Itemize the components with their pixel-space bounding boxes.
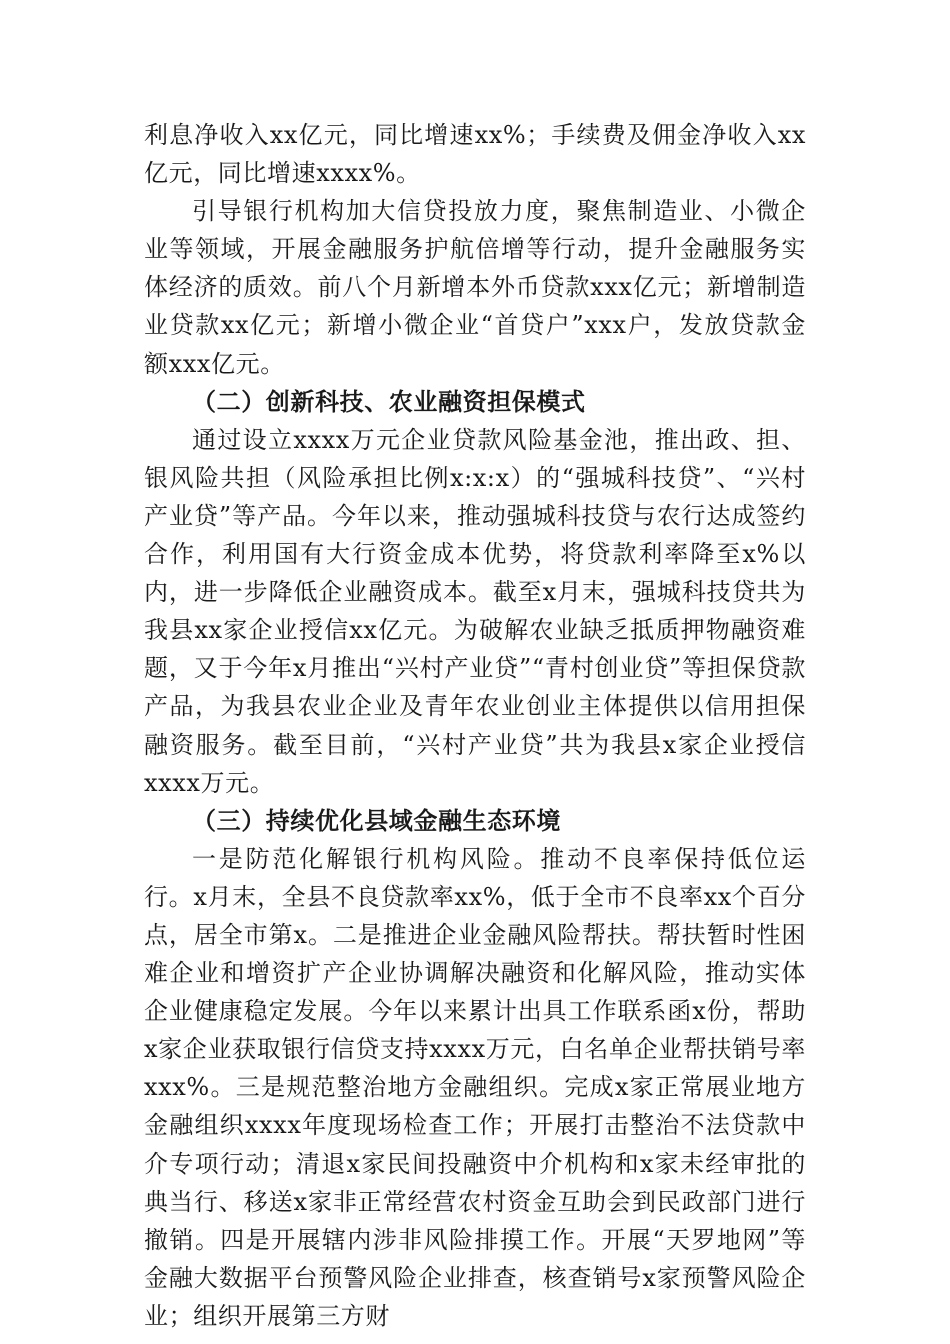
paragraph-financial-ecology: 一是防范化解银行机构风险。推动不良率保持低位运行。x月末，全县不良贷款率xx%，低于全市不良率xx个百分点，居全市第x。二是推进企业金融风险帮扶。帮扶暂时性困难企业和增资扩产企业协调解决融资和化解风险，推动实体企业健康稳定发展。今年以来累计出具工作联系函x份，帮助x家企业获取银行信贷支持xxxx万元，白名单企业帮扶销号率xxx%。三是规范整治地方金融组织。完成x家正常展业地方金融组织xxxx年度现场检查工作；开展打击整治不法贷款中介专项行动；清退x家民间投融资中介机构和x家未经审批的典当行、移送x家非正常经营农村资金互助会到民政部门进行撤销。四是开展辖内涉非风险排摸工作。开展“天罗地网”等金融大数据平台预警风险企业排查，核查销号x家预警风险企业；组织开展第三方财 xyxy=(144,844,806,1330)
section-heading-2: （二）创新科技、农业融资担保模式 xyxy=(192,386,586,416)
paragraph-guarantee-model: 通过设立xxxx万元企业贷款风险基金池，推出政、担、银风险共担（风险承担比例x:x:x）的“强城科技贷”、“兴村产业贷”等产品。今年以来，推动强城科技贷与农行达成签约合作，利用国有大行资金成本优势，将贷款利率降至x%以内，进一步降低企业融资成本。截至x月末，强城科技贷共为我县xx家企业授信xx亿元。为破解农业缺乏抵质押物融资难题，又于今年x月推出“兴村产业贷”“青村创业贷”等担保贷款产品，为我县农业企业及青年农业创业主体提供以信用担保融资服务。截至目前，“兴村产业贷”共为我县x家企业授信xxxx万元。 xyxy=(144,425,806,797)
paragraph-net-income: 利息净收入xx亿元，同比增速xx%；手续费及佣金净收入xx亿元，同比增速xxxx%。 xyxy=(144,121,806,188)
section-heading-3: （三）持续优化县域金融生态环境 xyxy=(192,805,561,835)
document-page xyxy=(144,116,806,1335)
paragraph-credit-guidance: 引导银行机构加大信贷投放力度，聚焦制造业、小微企业等领域，开展金融服务护航倍增等行动，提升金融服务实体经济的质效。前八个月新增本外币贷款xxx亿元；新增制造业贷款xx亿元；新增小微企业“首贷户”xxx户，发放贷款金额xxx亿元。 xyxy=(144,197,806,378)
